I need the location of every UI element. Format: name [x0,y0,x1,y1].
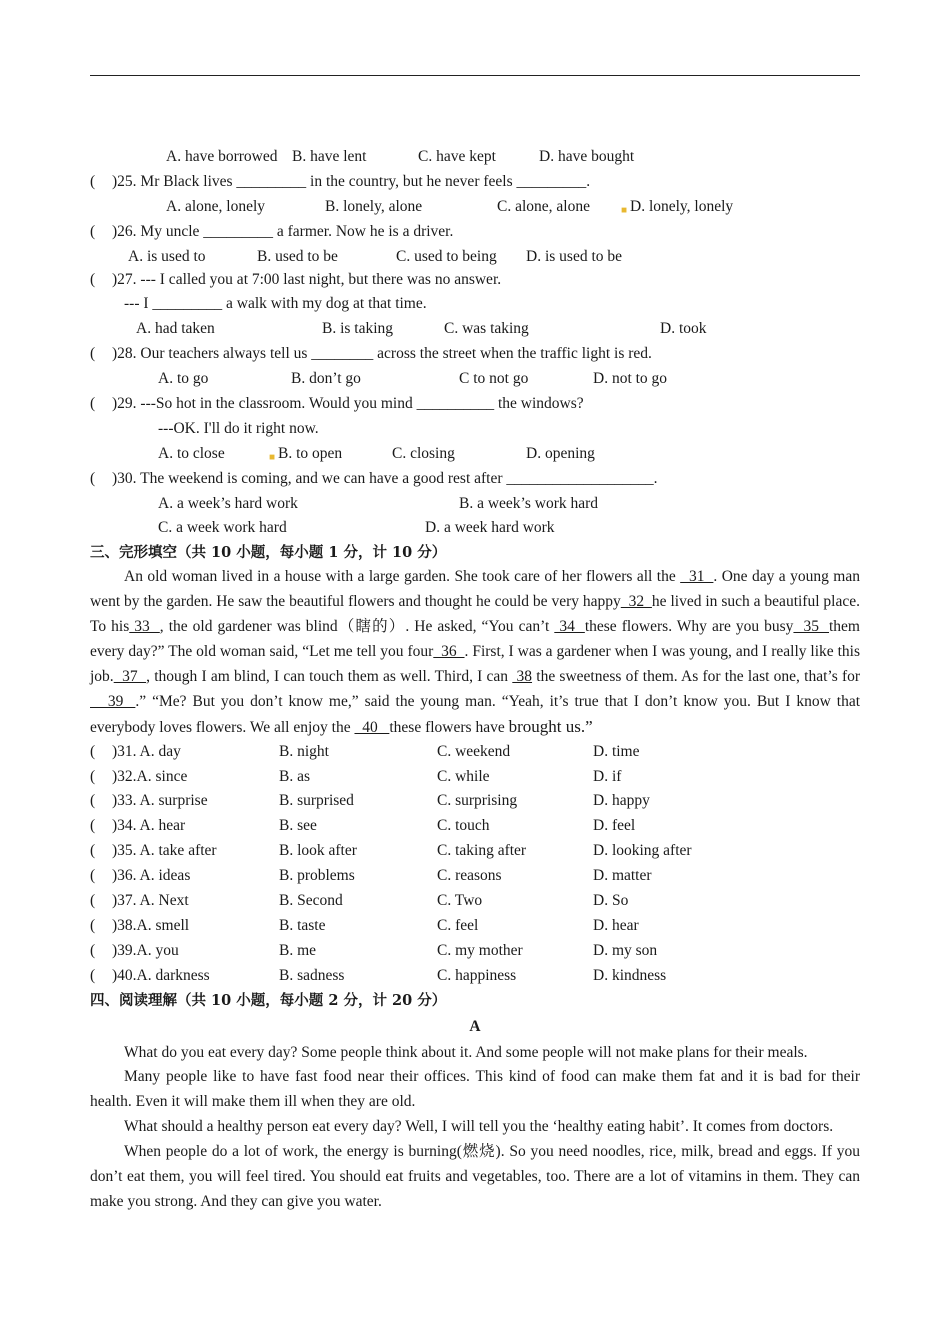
cloze-item-option-d: D. So [593,892,629,910]
cloze-text: he lived in such a beautiful place. To his [90,593,860,636]
cloze-item-option-d: D. time [593,742,640,760]
cloze-item-option-b: B. surprised [279,792,354,810]
q27-option-b: B. is taking [322,320,394,338]
q30-options-row1 [90,493,860,518]
q29-line2-text: ---OK. I'll do it right now. [158,419,319,437]
cloze-item-paren: ( [90,792,96,810]
cloze-text: , the old gardener was blind（瞎的）. He asked, “You can’t [159,618,555,636]
cloze-text: , though I am blind, I can touch them as well. Third, I can [146,667,513,685]
cloze-item-option-c: C. Two [437,892,483,910]
cloze-item-option-c: C. feel [437,916,479,934]
q24-option-b: B. have lent [292,148,367,165]
cloze-item-option-b: B. taste [279,916,326,934]
q25-option-a: A. alone, lonely [166,197,266,215]
cloze-item-option-b: B. Second [279,892,343,910]
q30-options-row2 [90,517,860,542]
cloze-item-option-c: C. surprising [437,792,518,810]
cloze-blank: 37 [113,667,147,685]
cloze-item-option-c: C. taking after [437,842,527,860]
cloze-item-option-b: B. as [279,767,310,785]
cloze-blank: 38 [512,667,533,685]
cloze-item-34 [90,815,860,840]
q25-option-c: C. alone, alone [497,197,590,215]
cloze-blank: 40 [354,718,390,736]
section4-heading: 四、阅读理解（共 10 小题，每小题 2 分，计 20 分） [90,991,447,1009]
q27-options [90,318,860,343]
q30-text: )30. The weekend is coming, and we can have a good rest after ___________________. [112,469,658,487]
q29-option-d: D. opening [526,444,595,462]
cloze-item-paren: ( [90,867,96,885]
cloze-item-option-b: B. me [279,941,317,959]
cloze-item-option-a: )39.A. you [112,941,179,959]
cloze-item-option-d: D. looking after [593,842,692,860]
cloze-blank: 36 [433,643,465,661]
cloze-item-option-c: C. reasons [437,867,502,885]
cloze-item-38 [90,915,860,940]
q25-option-d: D. lonely, lonely [630,197,734,215]
cloze-item-option-b: B. see [279,817,317,835]
cloze-text: them every day?” The old woman said, “Let me tell you four [90,618,860,661]
cloze-item-option-c: C. while [437,767,490,785]
cloze-text: these flowers. Why are you busy [584,618,794,636]
cloze-item-option-d: D. hear [593,916,639,934]
q26-stem [90,221,860,246]
cloze-item-40 [90,965,860,990]
q30-option-b: B. a week’s work hard [459,494,599,512]
cloze-item-33 [90,790,860,815]
q30-option-d: D. a week hard work [425,519,555,537]
q30-stem [90,468,860,493]
cloze-item-option-d: D. matter [593,867,652,885]
header-rule [90,75,860,76]
q29-options [90,443,860,468]
cloze-item-option-a: )37. A. Next [112,892,189,910]
q28-stem [90,343,860,368]
section3-heading: 三、完形填空（共 10 小题，每小题 1 分，计 10 分） [90,544,447,562]
cloze-text: brought us.” [508,716,593,736]
q25-option-b: B. lonely, alone [325,197,423,215]
cloze-item-option-b: B. night [279,742,329,760]
exam-page [90,146,860,1215]
cloze-item-paren: ( [90,842,96,860]
cloze-item-36 [90,865,860,890]
q29-line2 [90,418,860,443]
q27-option-a: A. had taken [136,320,215,338]
q28-option-d: D. not to go [593,370,668,388]
cloze-item-35 [90,840,860,865]
cloze-blank: 33 [129,618,160,636]
q29-paren: ( [90,395,96,413]
q24-option-c: C. have kept [418,148,496,165]
q29-text: )29. ---So hot in the classroom. Would you mind __________ the windows? [112,395,584,413]
cloze-item-option-a: )36. A. ideas [112,867,191,885]
cloze-text: . First, I was a gardener when I was young, and I really like this job. [90,643,860,685]
q26-option-b: B. used to be [257,247,338,265]
cloze-text: these flowers have [389,718,509,736]
q28-options [90,368,860,393]
q27-option-c: C. was taking [444,320,529,338]
q24-options [90,146,860,171]
cloze-item-option-d: D. my son [593,941,658,959]
cloze-item-option-d: D. feel [593,817,636,835]
q28-option-a: A. to go [158,370,209,388]
reading-paragraph: Many people like to have fast food near their offices. This kind of food can make them fat and it is bad for their health. Even it will make them ill when they are old. [90,1068,860,1111]
cloze-item-option-a: )32.A. since [112,767,188,785]
cloze-item-paren: ( [90,966,96,984]
cloze-item-39 [90,940,860,965]
q25-options [90,196,860,221]
q29-stem [90,393,860,418]
q30-option-a: A. a week’s hard work [158,494,298,512]
reading-paragraph: When people do a lot of work, the energy is burning(燃烧). So you need noodles, rice, milk, bread and eggs. If you don’t eat them, you will feel tired. You should eat fruits and vegetables, too. There are a lot of vitamins in them. They can make you strong. And they can give you water. [90,1143,860,1210]
q28-option-b: B. don’t go [291,370,361,388]
cloze-passage [90,565,860,740]
cloze-item-paren: ( [90,916,96,934]
q25-text: )25. Mr Black lives _________ in the country, but he never feels _________. [112,172,591,190]
q27-text: )27. --- I called you at 7:00 last night, but there was no answer. [112,270,502,288]
cloze-item-option-b: B. sadness [279,966,345,984]
cloze-item-option-a: )38.A. smell [112,916,190,934]
cloze-item-paren: ( [90,817,96,835]
cloze-blank: 39 [90,692,136,710]
q25-paren: ( [90,172,96,190]
q29-option-a: A. to close [158,444,225,462]
q29-option-c: C. closing [392,444,455,462]
q24-option-d: D. have bought [539,148,635,165]
cloze-blank: 35 [793,618,829,636]
cloze-item-option-a: )33. A. surprise [112,792,208,810]
cloze-item-option-a: )40.A. darkness [112,966,210,984]
cloze-blank: 32 [620,593,652,611]
q26-option-a: A. is used to [128,247,206,265]
q26-options [90,246,860,269]
q27-option-d: D. took [660,320,707,338]
q30-paren: ( [90,469,96,487]
cloze-item-37 [90,890,860,915]
q28-paren: ( [90,345,96,363]
cloze-item-option-c: C. my mother [437,941,523,959]
q27-paren: ( [90,270,96,288]
q25-stem [90,171,860,196]
reading-paragraph: What do you eat every day? Some people think about it. And some people will not make plans for their meals. [124,1043,808,1061]
cloze-item-paren: ( [90,892,96,910]
cloze-item-31 [90,741,860,766]
q28-text: )28. Our teachers always tell us ________ across the street when the traffic light is red. [112,345,652,363]
cloze-blank: 31 [680,568,714,586]
q29-option-b: B. to open [278,444,343,462]
reading-part-label: A [469,1017,481,1035]
q30-option-c: C. a week work hard [158,519,287,537]
cloze-item-option-b: B. problems [279,867,355,885]
mark-dot: ■ [621,204,628,216]
cloze-text: An old woman lived in a house with a large garden. She took care of her flowers all the [124,568,681,586]
q26-paren: ( [90,222,96,240]
cloze-item-32 [90,766,860,791]
cloze-text: the sweetness of them. As for the last one, that’s for [532,667,861,685]
cloze-items [90,741,860,990]
cloze-item-option-c: C. weekend [437,742,511,760]
cloze-item-option-c: C. touch [437,817,490,835]
cloze-blank: 34 [554,618,585,636]
q28-option-c: C to not go [459,370,529,388]
q27-line2 [90,293,860,318]
cloze-item-option-b: B. look after [279,842,357,860]
cloze-item-paren: ( [90,941,96,959]
cloze-text: .” “Me? But you don’t know me,” said the young man. “Yeah, it’s true that I don’t know you. But I know that everybody loves flowers. We all enjoy the [90,692,861,736]
q26-option-d: D. is used to be [526,247,623,265]
q26-text: )26. My uncle _________ a farmer. Now he is a driver. [112,222,454,240]
cloze-item-paren: ( [90,742,96,760]
cloze-item-option-d: D. if [593,767,622,785]
cloze-text: . One day a young man went by the garden. He saw the beautiful flowers and thought he could be very happy [90,568,860,611]
cloze-item-option-a: )34. A. hear [112,817,186,835]
cloze-item-option-a: )35. A. take after [112,842,217,860]
mark-dot: ■ [269,451,276,463]
q27-stem [90,269,860,294]
cloze-item-option-d: D. kindness [593,966,667,984]
q26-option-c: C. used to being [396,247,497,265]
cloze-item-paren: ( [90,767,96,785]
reading-passage [90,1041,860,1215]
cloze-item-option-d: D. happy [593,792,650,810]
q27-line2-text: --- I _________ a walk with my dog at that time. [124,295,427,313]
cloze-item-option-c: C. happiness [437,966,517,984]
cloze-item-option-a: )31. A. day [112,742,181,760]
q24-option-a: A. have borrowed [166,148,278,165]
reading-paragraph: What should a healthy person eat every day? Well, I will tell you the ‘healthy eating habit’. It comes from doctors. [124,1118,834,1136]
